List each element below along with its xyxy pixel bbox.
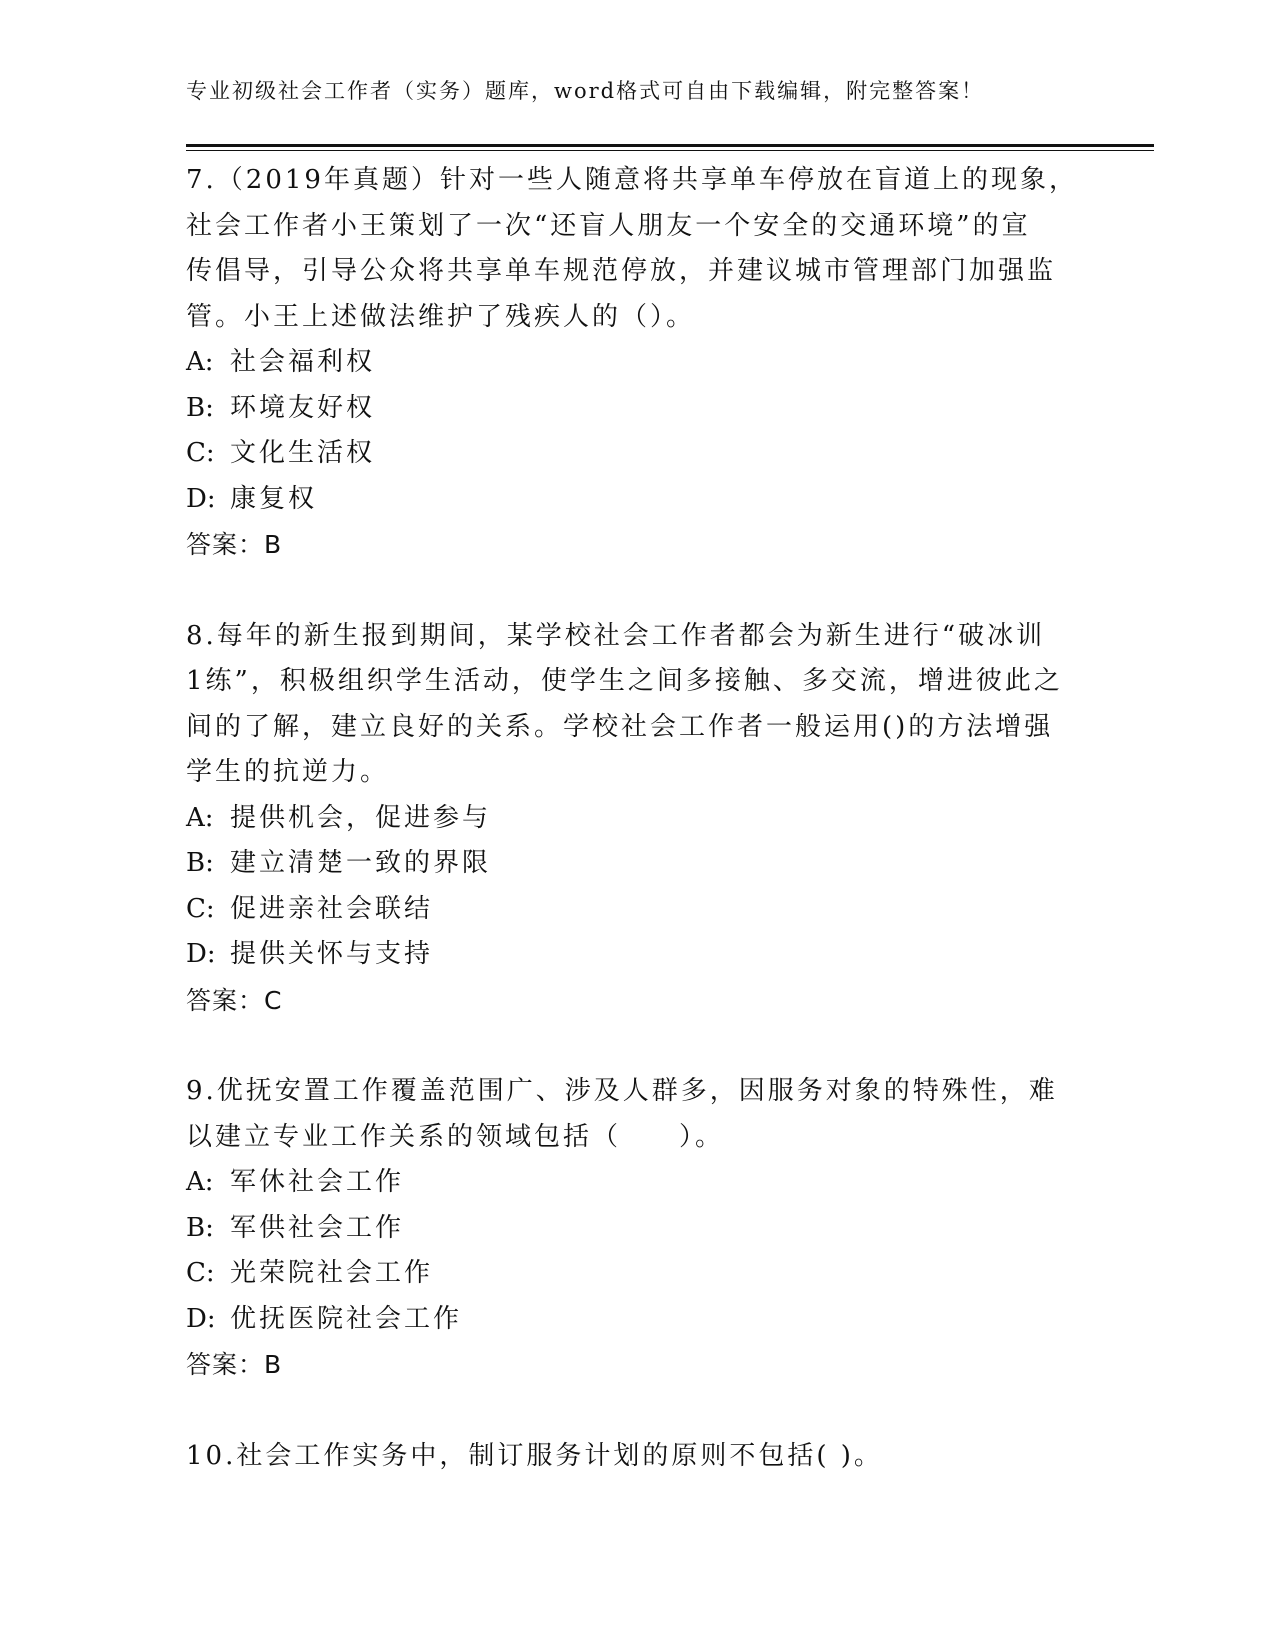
option-b: [186, 1206, 1086, 1252]
header-rule-thick: [186, 144, 1154, 147]
option-text: 提供关怀与支持: [230, 939, 434, 969]
option-d: [186, 932, 1086, 978]
stem-line: 1练”，积极组织学生活动，使学生之间多接触、多交流，增进彼此之: [186, 666, 1063, 696]
answer-line: 答案：C: [186, 985, 283, 1015]
question-7: [186, 158, 1086, 568]
option-a: [186, 796, 1086, 842]
option-text: 提供机会，促进参与: [230, 802, 492, 833]
option-text: 优抚医院社会工作: [230, 1303, 463, 1334]
answer-line: 答案：B: [186, 530, 283, 559]
option-c: [186, 431, 1086, 477]
question-9: [186, 1069, 1086, 1388]
stem-line: 间的了解，建立良好的关系。学校社会工作者一般运用()的方法增强: [186, 711, 1054, 742]
option-text: 环境友好权: [230, 392, 376, 423]
stem-line: 7.（2019年真题）针对一些人随意将共享单车停放在盲道上的现象，: [186, 165, 1078, 195]
option-key: B:: [186, 392, 214, 423]
option-a: [186, 1160, 1086, 1206]
option-key: A:: [186, 1167, 214, 1197]
page-header: 专业初级社会工作者（实务）题库，word格式可自由下载编辑，附完整答案！: [186, 79, 985, 103]
question-spacer: [186, 1023, 1086, 1069]
stem-line: 管。小王上述做法维护了残疾人的（）。: [186, 301, 696, 332]
option-text: 军休社会工作: [230, 1167, 405, 1197]
option-list: [186, 1160, 1086, 1342]
answer-line: 答案：B: [186, 1350, 283, 1379]
header-rule-thin: [186, 150, 1154, 151]
stem-line: 社会工作者小王策划了一次“还盲人朋友一个安全的交通环境”的宣: [186, 210, 1031, 241]
stem-line: 8.每年的新生报到期间，某学校社会工作者都会为新生进行“破冰训: [186, 620, 1046, 651]
option-a: [186, 340, 1086, 386]
option-key: C:: [186, 438, 215, 468]
option-c: [186, 887, 1086, 933]
option-list: [186, 796, 1086, 978]
option-key: C:: [186, 893, 215, 924]
option-key: A:: [186, 802, 214, 833]
option-key: D:: [186, 939, 216, 969]
question-8: [186, 614, 1086, 1024]
question-stem: [186, 1069, 1086, 1160]
question-stem: [186, 614, 1086, 796]
question-10: [186, 1434, 1086, 1480]
option-d: [186, 1297, 1086, 1343]
option-text: 军供社会工作: [230, 1212, 405, 1243]
option-key: A:: [186, 347, 214, 377]
stem-line: 9.优抚安置工作覆盖范围广、涉及人群多，因服务对象的特殊性，难: [186, 1076, 1058, 1106]
option-text: 光荣院社会工作: [230, 1258, 434, 1288]
option-key: D:: [186, 1303, 216, 1334]
question-spacer: [186, 1388, 1086, 1434]
option-b: [186, 386, 1086, 432]
option-text: 康复权: [230, 483, 318, 514]
option-key: C:: [186, 1258, 215, 1288]
option-b: [186, 841, 1086, 887]
question-spacer: [186, 568, 1086, 614]
option-text: 促进亲社会联结: [230, 893, 434, 924]
stem-line: 10.社会工作实务中，制订服务计划的原则不包括( )。: [186, 1440, 883, 1471]
option-key: B:: [186, 848, 214, 878]
stem-line: 学生的抗逆力。: [186, 757, 390, 787]
option-text: 社会福利权: [230, 347, 376, 377]
option-text: 建立清楚一致的界限: [230, 848, 492, 878]
question-list: [186, 158, 1086, 1479]
option-list: [186, 340, 1086, 522]
option-key: B:: [186, 1212, 214, 1243]
option-key: D:: [186, 483, 216, 514]
option-text: 文化生活权: [230, 438, 376, 468]
question-stem: [186, 158, 1086, 340]
question-stem: [186, 1434, 1086, 1480]
option-c: [186, 1251, 1086, 1297]
stem-line: 传倡导，引导公众将共享单车规范停放，并建议城市管理部门加强监: [186, 256, 1057, 286]
option-d: [186, 477, 1086, 523]
stem-line: 以建立专业工作关系的领域包括（ ）。: [186, 1121, 725, 1152]
